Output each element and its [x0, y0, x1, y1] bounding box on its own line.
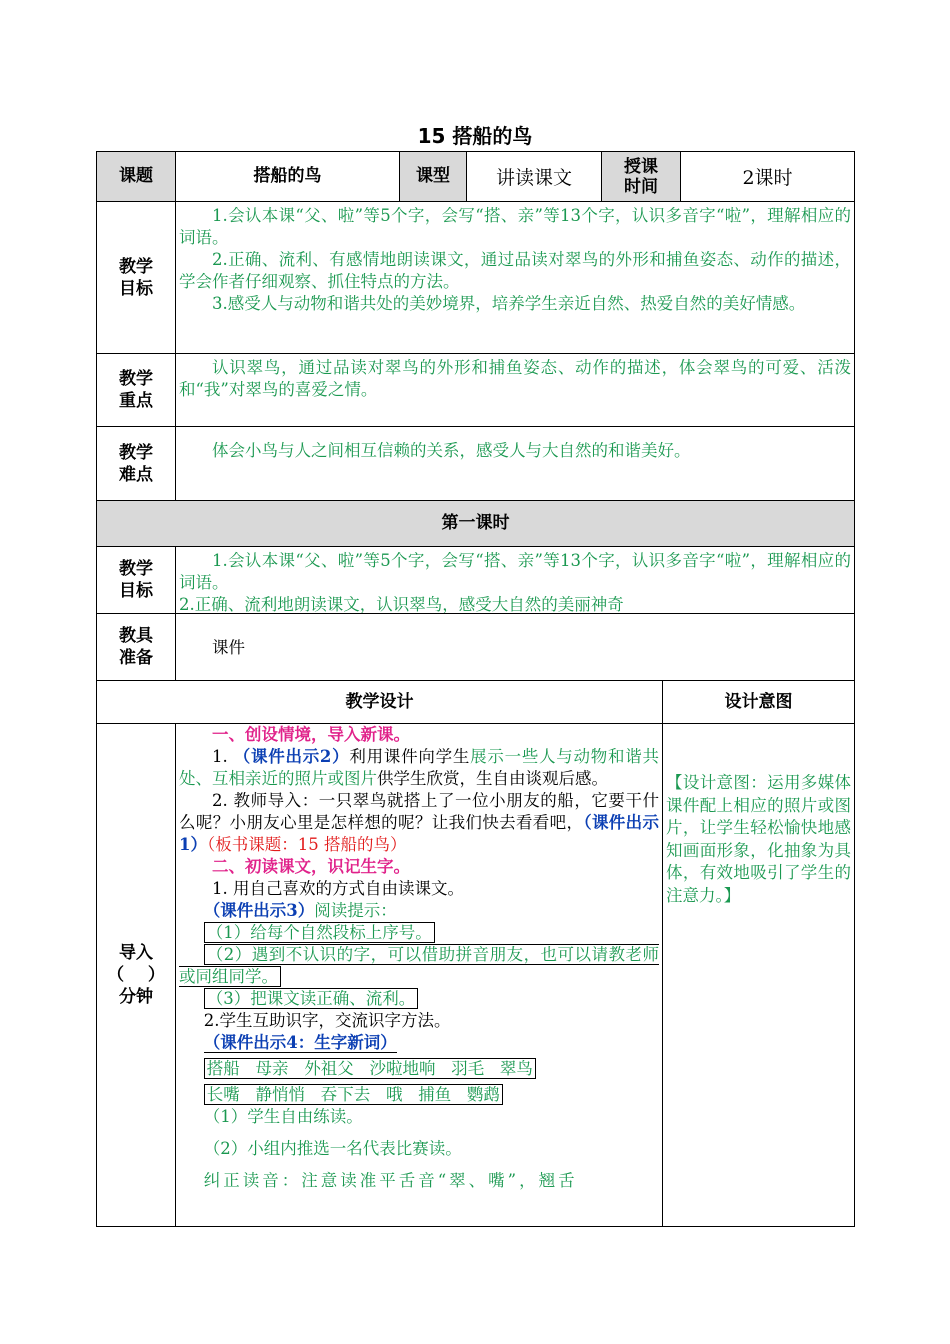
- difficulty-item-1: 体会小鸟与人之间相互信赖的关系，感受人与大自然的和谐美好。: [212, 441, 691, 460]
- key-item-1: 认识翠鸟，通过品读对翠鸟的外形和捕鱼姿态、动作的描述，体会翠鸟的可爱、活泼和“我”对翠鸟的喜爱之情。: [179, 358, 851, 399]
- design-read-2: [179, 900, 659, 922]
- intro-label-line1: 导入: [119, 943, 153, 963]
- intent-header: 设计意图: [662, 680, 855, 724]
- header-time-label: [601, 151, 681, 202]
- design-practice-3: 纠正读音：注意读准平舌音“翠、嘴”，翘舌: [203, 1171, 578, 1190]
- goals2-label-line1: 教学: [119, 559, 153, 579]
- header-time-label-line2: 时间: [624, 176, 658, 197]
- header-type-value: 讲读课文: [466, 151, 602, 202]
- design-words-1: [179, 1058, 659, 1080]
- goals2-content: [175, 546, 855, 614]
- header-type-label: 课型: [399, 151, 467, 202]
- design-tip-2-text: （2）遇到不认识的字，可以借助拼音朋友，也可以请教老师或同组同学。: [179, 945, 659, 986]
- goals-content: [175, 201, 855, 354]
- header-time-label-line1: 授课: [624, 156, 658, 177]
- goals-item-1: 1.会认本课“父、啦”等5个字，会写“搭、亲”等13个字，认识多音字“啦”，理解相应的词语。: [179, 206, 851, 247]
- difficulty-label-line2: 难点: [119, 464, 153, 485]
- difficulty-label-line1: 教学: [119, 442, 153, 463]
- design-header: 教学设计: [96, 680, 663, 724]
- design-heading-2: 二、初读课文，识记生字。: [212, 857, 410, 876]
- goals-item-2: 2.正确、流利、有感情地朗读课文，通过品读对翠鸟的外形和捕鱼姿态、动作的描述，学会作者仔细观察、抓住特点的方法。: [179, 250, 851, 291]
- tools-label-line1: 教具: [119, 626, 153, 646]
- design-tip-1-text: （1）给每个自然段标上序号。: [204, 922, 435, 943]
- key-label-line1: 教学: [119, 369, 153, 389]
- design-read-2-tip: 阅读提示：: [314, 901, 397, 920]
- design-words-2-text: 长嘴 静悄悄 吞下去 哦 捕鱼 鹦鹉: [204, 1084, 503, 1105]
- tools-content: [175, 613, 855, 681]
- design-tip-3-text: （3）把课文读正确、流利。: [204, 988, 419, 1009]
- tools-label: [96, 613, 176, 681]
- design-step-2-show: （课件出示1）: [179, 813, 660, 854]
- intent-content: 【设计意图：运用多媒体课件配上相应的照片或图片，让学生轻松愉快地感知画面形象，化抽象为具体，有效地吸引了学生的注意力。】: [662, 723, 855, 1227]
- design-read-1: 1. 用自己喜欢的方式自由读课文。: [212, 879, 464, 898]
- goals2-item-2: 2.正确、流利地朗读课文，认识翠鸟，感受大自然的美丽神奇: [179, 595, 624, 614]
- design-step-1-a: 利用课件向学生: [349, 747, 471, 766]
- goals2-item-1: 1.会认本课“父、啦”等5个字，会写“搭、亲”等13个字，认识多音字“啦”，理解相应的词语。: [179, 551, 851, 592]
- design-step-1-c: 供学生欣赏，生自由谈观后感。: [377, 769, 608, 788]
- design-tip-2: [179, 944, 659, 988]
- design-content: [175, 723, 663, 1227]
- goals-label-line2: 目标: [119, 278, 153, 299]
- design-tip-1: [179, 922, 659, 944]
- difficulty-content: [175, 426, 855, 501]
- key-label-line2: 重点: [119, 391, 153, 411]
- goals-label-line1: 教学: [119, 256, 153, 277]
- intro-label-line3: 分钟: [119, 987, 153, 1007]
- difficulty-label: [96, 426, 176, 501]
- page-title: 15 搭船的鸟: [417, 124, 533, 148]
- design-read-4-text: （课件出示4：生字新词）: [203, 1033, 397, 1052]
- design-read-4: [179, 1032, 659, 1054]
- tools-item-1: 课件: [212, 638, 245, 657]
- goals2-label: [96, 546, 176, 614]
- header-topic-value: 搭船的鸟: [175, 151, 400, 202]
- design-step-2: [179, 790, 659, 856]
- goals-label: [96, 201, 176, 354]
- design-step-1: [179, 746, 659, 790]
- section-first-lesson: 第一课时: [96, 500, 855, 547]
- design-read-3: 2.学生互助识字，交流识字方法。: [203, 1011, 451, 1030]
- design-step-2-board: （板书课题：15 搭船的鸟）: [206, 835, 407, 854]
- design-step-1-num: 1.: [212, 747, 234, 766]
- design-tip-3: [179, 988, 659, 1010]
- design-words-1-text: 搭船 母亲 外祖父 沙啦地响 羽毛 翠鸟: [204, 1058, 536, 1079]
- intro-label-line2: （ ）: [107, 965, 165, 985]
- key-label: [96, 353, 176, 427]
- design-read-2-show: （课件出示3）: [203, 901, 315, 920]
- design-heading-1: 一、创设情境，导入新课。: [212, 725, 410, 744]
- design-words-2: [179, 1084, 659, 1106]
- design-step-1-show: （课件出示2）: [233, 747, 350, 766]
- design-practice-2: （2）小组内推选一名代表比赛读。: [203, 1139, 462, 1158]
- header-topic-label: 课题: [96, 151, 176, 202]
- design-practice-1: （1）学生自由练读。: [203, 1107, 363, 1126]
- key-content: [175, 353, 855, 427]
- tools-label-line2: 准备: [119, 648, 153, 668]
- design-step-1-b: 展示一些人与动物和谐共处、互相亲近的照片或图片: [179, 747, 660, 788]
- intro-label: [96, 723, 176, 1227]
- header-time-value: 2课时: [680, 151, 855, 202]
- design-step-2-a: 2. 教师导入：一只翠鸟就搭上了一位小朋友的船，它要干什么呢？小朋友心里是怎样想的呢？让我们快去看看吧，: [179, 791, 659, 832]
- goals2-label-line2: 目标: [119, 581, 153, 601]
- goals-item-3: 3.感受人与动物和谐共处的美妙境界，培养学生亲近自然、热爱自然的美好情感。: [212, 294, 806, 313]
